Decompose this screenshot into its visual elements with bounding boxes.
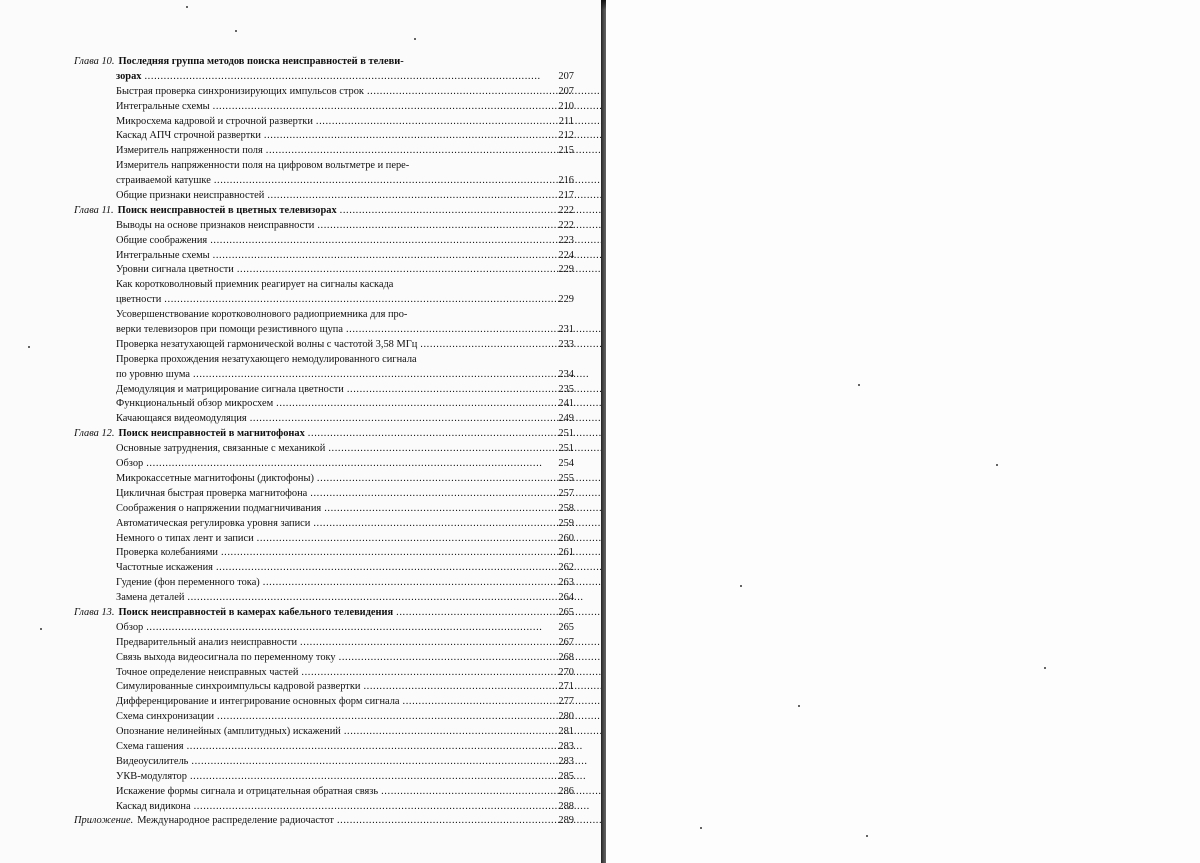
section-title: Интегральные схемы — [116, 249, 210, 261]
section-title: Схема гашения — [116, 740, 184, 752]
dot-leader — [317, 472, 545, 487]
page-number: 216 — [558, 175, 574, 187]
dot-leader — [317, 219, 545, 234]
section-title: Замена деталей — [116, 592, 185, 604]
toc-entry — [74, 740, 574, 755]
page-number: 251 — [558, 428, 574, 440]
page-number: 234 — [558, 368, 574, 380]
page-number: 268 — [558, 651, 574, 663]
scan-speck — [866, 835, 868, 837]
toc-entry — [74, 621, 574, 636]
section-title: Немного о типах лент и записи — [116, 532, 254, 544]
dot-leader — [310, 487, 545, 502]
toc-entry — [74, 249, 574, 264]
scan-speck — [700, 827, 702, 829]
appendix-label: Приложение. — [74, 815, 134, 827]
page-number: 288 — [558, 800, 574, 812]
section-title: Дифференцирование и интегрирование основных форм сигнала — [116, 696, 400, 708]
section-title: Гудение (фон переменного тока) — [116, 577, 260, 589]
toc-entry — [74, 278, 574, 293]
dot-leader — [367, 85, 545, 100]
dot-leader — [216, 561, 545, 576]
scan-speck — [28, 346, 30, 348]
dot-leader — [308, 427, 545, 442]
page-number: 264 — [558, 592, 574, 604]
page-number: 212 — [558, 130, 574, 142]
scan-speck — [1044, 667, 1046, 669]
page-number: 215 — [558, 145, 574, 157]
section-title: верки телевизоров при помощи резистивного щупа — [116, 324, 343, 336]
page-number: 270 — [558, 666, 574, 678]
toc-entry — [74, 442, 574, 457]
page-number: 207 — [558, 70, 574, 82]
section-title: Общие соображения — [116, 234, 208, 246]
dot-leader — [187, 591, 545, 606]
scan-speck — [858, 384, 860, 386]
toc-entry — [74, 174, 574, 189]
page-number: 280 — [558, 711, 574, 723]
toc-entry — [74, 487, 574, 502]
page-number: 211 — [558, 115, 574, 127]
section-title: Искажение формы сигнала и отрицательная обратная связь — [116, 785, 379, 797]
section-title: Точное определение неисправных частей — [116, 666, 299, 678]
toc-entry — [74, 457, 574, 472]
toc-entry — [74, 219, 574, 234]
page-number: 258 — [558, 502, 574, 514]
section-title: Каскад видикона — [116, 800, 191, 812]
dot-leader — [337, 814, 545, 829]
right-page-blank — [606, 0, 1200, 863]
section-title: Как коротковолновый приемник реагирует на сигналы каскада — [116, 279, 394, 291]
dot-leader — [146, 457, 545, 472]
page-number: 241 — [558, 398, 574, 410]
toc-entry — [74, 368, 574, 383]
section-title: Проверка незатухающей гармонической волны с частотой 3,58 МГц — [116, 338, 418, 350]
scan-speck — [235, 30, 237, 32]
section-title: Обзор — [116, 621, 144, 633]
page-number: 255 — [558, 472, 574, 484]
dot-leader — [264, 129, 545, 144]
dot-leader — [313, 517, 545, 532]
toc-entry — [74, 561, 574, 576]
section-title: Интегральные схемы — [116, 100, 210, 112]
dot-leader — [221, 546, 545, 561]
section-title: Видеоусилитель — [116, 755, 189, 767]
section-title: Уровни сигнала цветности — [116, 264, 234, 276]
toc-entry — [74, 308, 574, 323]
section-title: Частотные искажения — [116, 562, 213, 574]
chapter-title: зорах — [116, 70, 142, 82]
section-title: Общие признаки неисправностей — [116, 190, 265, 202]
page-number: 265 — [558, 621, 574, 633]
toc-entry — [74, 651, 574, 666]
toc-entry — [74, 189, 574, 204]
toc-entry — [74, 725, 574, 740]
page-number: 277 — [558, 696, 574, 708]
section-title: Измеритель напряженности поля на цифровом вольтметре и пере- — [116, 160, 410, 172]
dot-leader — [267, 189, 545, 204]
toc-entry — [74, 680, 574, 695]
toc-entry — [74, 397, 574, 412]
toc-entry — [74, 532, 574, 547]
page-number: 251 — [558, 443, 574, 455]
dot-leader — [210, 234, 545, 249]
page-number: 259 — [558, 517, 574, 529]
page-number: 257 — [558, 487, 574, 499]
section-title: по уровню шума — [116, 368, 190, 380]
dot-leader — [257, 532, 545, 547]
dot-leader — [217, 710, 545, 725]
page-number: 283 — [558, 740, 574, 752]
toc-entry — [74, 100, 574, 115]
toc-entry — [74, 502, 574, 517]
page-number: 281 — [558, 726, 574, 738]
page-number: 222 — [558, 204, 574, 216]
toc-entry — [74, 129, 574, 144]
toc-entry — [74, 517, 574, 532]
section-title: УКВ-модулятор — [116, 770, 187, 782]
toc-entry — [74, 814, 574, 829]
section-title: Быстрая проверка синхронизирующих импульсов строк — [116, 85, 364, 97]
dot-leader — [213, 100, 545, 115]
section-title: Симулированные синхроимпульсы кадровой развертки — [116, 681, 361, 693]
toc-entry — [74, 383, 574, 398]
dot-leader — [316, 115, 545, 130]
section-title: Опознание нелинейных (амплитудных) искажений — [116, 726, 341, 738]
toc-entry — [74, 55, 574, 70]
page-number: 260 — [558, 532, 574, 544]
dot-leader — [344, 725, 545, 740]
section-title: Автоматическая регулировка уровня записи — [116, 517, 311, 529]
toc-entry — [74, 800, 574, 815]
dot-leader — [381, 785, 545, 800]
page-number: 283 — [558, 755, 574, 767]
toc-entry — [74, 159, 574, 174]
table-of-contents — [74, 55, 574, 829]
dot-leader — [237, 263, 545, 278]
page-number: 223 — [558, 234, 574, 246]
scan-speck — [740, 585, 742, 587]
page-number: 249 — [558, 413, 574, 425]
toc-entry — [74, 710, 574, 725]
dot-leader — [144, 70, 545, 85]
toc-entry — [74, 755, 574, 770]
page-number: 285 — [558, 770, 574, 782]
page-number: 286 — [558, 785, 574, 797]
toc-entry — [74, 144, 574, 159]
section-title: страиваемой катушке — [116, 175, 211, 187]
page-number: 265 — [558, 606, 574, 618]
page-number: 267 — [558, 636, 574, 648]
page-number: 233 — [558, 338, 574, 350]
dot-leader — [194, 800, 545, 815]
page-number: 229 — [558, 294, 574, 306]
toc-entry — [74, 636, 574, 651]
section-title: Соображения о напряжении подмагничивания — [116, 502, 322, 514]
page-number: 235 — [558, 383, 574, 395]
dot-leader — [213, 249, 545, 264]
dot-leader — [347, 383, 545, 398]
scan-speck — [186, 6, 188, 8]
toc-entry — [74, 85, 574, 100]
page-number: 222 — [558, 219, 574, 231]
dot-leader — [403, 695, 545, 710]
chapter-label: Глава 12. — [74, 428, 115, 440]
dot-leader — [324, 502, 545, 517]
page-number: 210 — [558, 100, 574, 112]
toc-entry — [74, 234, 574, 249]
page-number: 262 — [558, 562, 574, 574]
chapter-title: Поиск неисправностей в магнитофонах — [118, 428, 305, 440]
dot-leader — [276, 397, 545, 412]
toc-entry — [74, 353, 574, 368]
section-title: Связь выхода видеосигнала по переменному току — [116, 651, 336, 663]
section-title: Усовершенствование коротковолнового радиоприемника для про- — [116, 309, 408, 321]
page-number: 207 — [558, 85, 574, 97]
toc-entry — [74, 591, 574, 606]
page-number: 231 — [558, 324, 574, 336]
toc-entry — [74, 204, 574, 219]
dot-leader — [363, 680, 545, 695]
dot-leader — [300, 636, 545, 651]
chapter-label: Глава 10. — [74, 56, 115, 67]
toc-entry — [74, 412, 574, 427]
dot-leader — [340, 204, 545, 219]
chapter-label: Глава 11. — [74, 204, 114, 216]
page-number: 254 — [558, 458, 574, 470]
toc-entry — [74, 323, 574, 338]
dot-leader — [214, 174, 545, 189]
page-number: 271 — [558, 681, 574, 693]
toc-entry — [74, 695, 574, 710]
section-title: цветности — [116, 294, 162, 306]
toc-entry — [74, 115, 574, 130]
page-number: 224 — [558, 249, 574, 261]
section-title: Обзор — [116, 458, 144, 470]
toc-entry — [74, 785, 574, 800]
dot-leader — [396, 606, 545, 621]
chapter-title: Поиск неисправностей в цветных телевизорах — [117, 204, 337, 216]
section-title: Основные затруднения, связанные с механикой — [116, 443, 326, 455]
page-number: 289 — [558, 815, 574, 827]
toc-entry — [74, 70, 574, 85]
dot-leader — [328, 442, 545, 457]
toc-entry — [74, 263, 574, 278]
section-title: Каскад АПЧ строчной развертки — [116, 130, 261, 142]
toc-entry — [74, 472, 574, 487]
page-number: 217 — [558, 190, 574, 202]
scan-speck — [996, 464, 998, 466]
toc-entry — [74, 770, 574, 785]
section-title: Демодуляция и матрицирование сигнала цветности — [116, 383, 344, 395]
dot-leader — [164, 293, 545, 308]
dot-leader — [301, 666, 545, 681]
chapter-title: Поиск неисправностей в камерах кабельного телевидения — [118, 606, 394, 618]
section-title: Схема синхронизации — [116, 711, 215, 723]
chapter-title: Последняя группа методов поиска неисправностей в телеви- — [118, 56, 404, 67]
toc-entry — [74, 666, 574, 681]
page-number: 263 — [558, 577, 574, 589]
section-title: Предварительный анализ неисправности — [116, 636, 298, 648]
toc-entry — [74, 293, 574, 308]
dot-leader — [193, 368, 545, 383]
toc-entry — [74, 576, 574, 591]
dot-leader — [263, 576, 545, 591]
chapter-label: Глава 13. — [74, 606, 115, 618]
dot-leader — [339, 651, 545, 666]
dot-leader — [346, 323, 545, 338]
dot-leader — [420, 338, 545, 353]
dot-leader — [187, 740, 545, 755]
dot-leader — [190, 770, 545, 785]
toc-entry — [74, 427, 574, 442]
scan-speck — [798, 705, 800, 707]
page-number: 229 — [558, 264, 574, 276]
section-title: Проверка колебаниями — [116, 547, 218, 559]
dot-leader — [191, 755, 545, 770]
section-title: Качающаяся видеомодуляция — [116, 413, 247, 425]
section-title: Выводы на основе признаков неисправности — [116, 219, 315, 231]
section-title: Функциональный обзор микросхем — [116, 398, 274, 410]
dot-leader — [250, 412, 545, 427]
section-title: Цикличная быстрая проверка магнитофона — [116, 487, 308, 499]
page-number: 261 — [558, 547, 574, 559]
toc-entry — [74, 606, 574, 621]
section-title: Микросхема кадровой и строчной развертки — [116, 115, 313, 127]
scan-speck — [414, 38, 416, 40]
section-title: Международное распределение радиочастот — [137, 815, 334, 827]
dot-leader — [146, 621, 545, 636]
section-title: Измеритель напряженности поля — [116, 145, 263, 157]
scan-speck — [40, 628, 42, 630]
toc-entry — [74, 546, 574, 561]
dot-leader — [266, 144, 545, 159]
section-title: Проверка прохождения незатухающего немодулированного сигнала — [116, 353, 417, 365]
toc-entry — [74, 338, 574, 353]
section-title: Микрокассетные магнитофоны (диктофоны) — [116, 472, 314, 484]
